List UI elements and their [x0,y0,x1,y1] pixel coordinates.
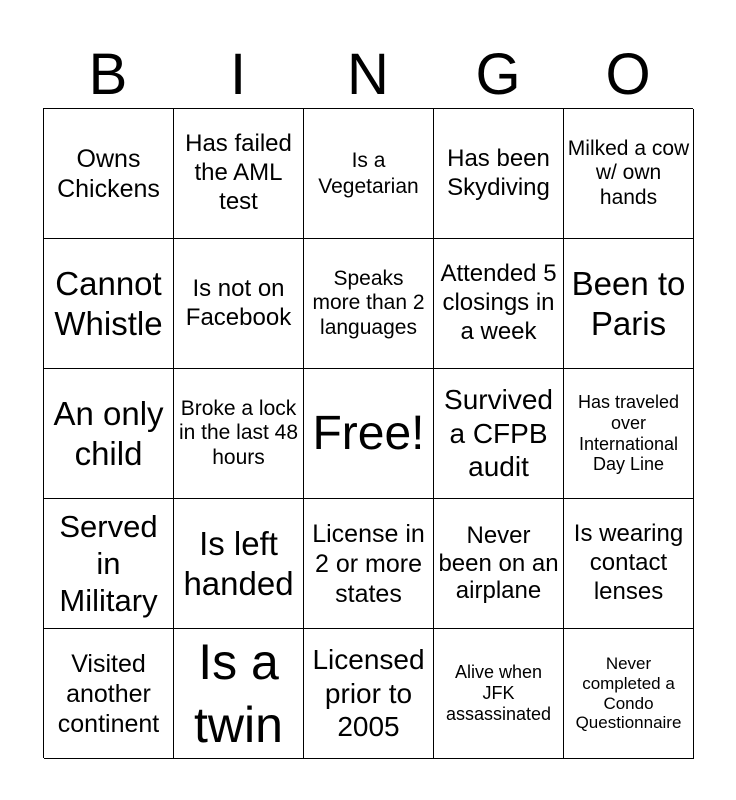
bingo-cell[interactable] [434,499,564,629]
bingo-cell-text: Has been Skydiving [447,144,550,201]
bingo-cell[interactable] [304,109,434,239]
bingo-cell[interactable] [44,499,174,629]
bingo-cell[interactable] [564,499,694,629]
bingo-header [43,42,693,108]
bingo-cell-text: Never completed a Condo Questionnaire [575,654,682,733]
bingo-cell[interactable] [174,109,304,239]
bingo-cell[interactable] [174,239,304,369]
bingo-cell[interactable] [44,629,174,759]
bingo-cell[interactable] [304,629,434,759]
bingo-cell-text: Is a twin [194,634,283,753]
bingo-cell-text: Survived a CFPB audit [444,384,553,483]
bingo-cell[interactable] [304,239,434,369]
bingo-cell-text: Is wearing contact lenses [573,520,684,605]
bingo-cell-text: Licensed prior to 2005 [312,644,425,743]
bingo-cell-text: An only child [53,394,164,472]
header-letter-g: G [475,42,521,107]
header-letter-i: I [229,42,247,107]
bingo-cell-text: Served in Military [59,508,158,619]
bingo-cell-text: Is not on Facebook [185,274,292,331]
bingo-cell-text: Broke a lock in the last 48 hours [178,397,299,469]
bingo-cell-text: License in 2 or more states [312,519,425,608]
header-letter-o: O [605,42,651,107]
bingo-cell-text: Milked a cow w/ own hands [567,137,690,209]
bingo-cell-text: Has traveled over International Day Line [577,392,680,475]
bingo-cell[interactable] [174,369,304,499]
bingo-cell[interactable] [564,629,694,759]
free-space[interactable] [304,369,434,499]
bingo-cell[interactable] [564,369,694,499]
bingo-cell[interactable] [434,239,564,369]
bingo-cell-text: Attended 5 closings in a week [440,260,557,345]
bingo-cell[interactable] [44,239,174,369]
bingo-cell[interactable] [434,629,564,759]
bingo-cell[interactable] [44,369,174,499]
bingo-cell-text: Been to Paris [571,264,686,342]
header-letter-b: B [88,42,128,107]
bingo-board [43,108,693,758]
bingo-cell-text: Is a Vegetarian [318,149,419,198]
bingo-cell-text: Owns Chickens [57,144,160,203]
bingo-cell-text: Has failed the AML test [185,130,292,215]
bingo-cell[interactable] [564,109,694,239]
bingo-cell[interactable] [434,369,564,499]
bingo-cell[interactable] [174,629,304,759]
bingo-cell-text: Cannot Whistle [54,264,163,342]
bingo-cell-text: Alive when JFK assassinated [445,662,552,724]
bingo-cell-text: Never been on an airplane [438,522,559,605]
bingo-cell[interactable] [174,499,304,629]
bingo-cell[interactable] [434,109,564,239]
bingo-cell-text: Visited another continent [57,649,160,738]
bingo-cell-text: Is left handed [183,524,294,602]
free-space-text: Free! [312,406,425,460]
bingo-cell[interactable] [304,499,434,629]
bingo-cell[interactable] [564,239,694,369]
bingo-cell[interactable] [44,109,174,239]
bingo-cell-text: Speaks more than 2 languages [312,267,425,339]
header-letter-n: N [347,42,389,107]
